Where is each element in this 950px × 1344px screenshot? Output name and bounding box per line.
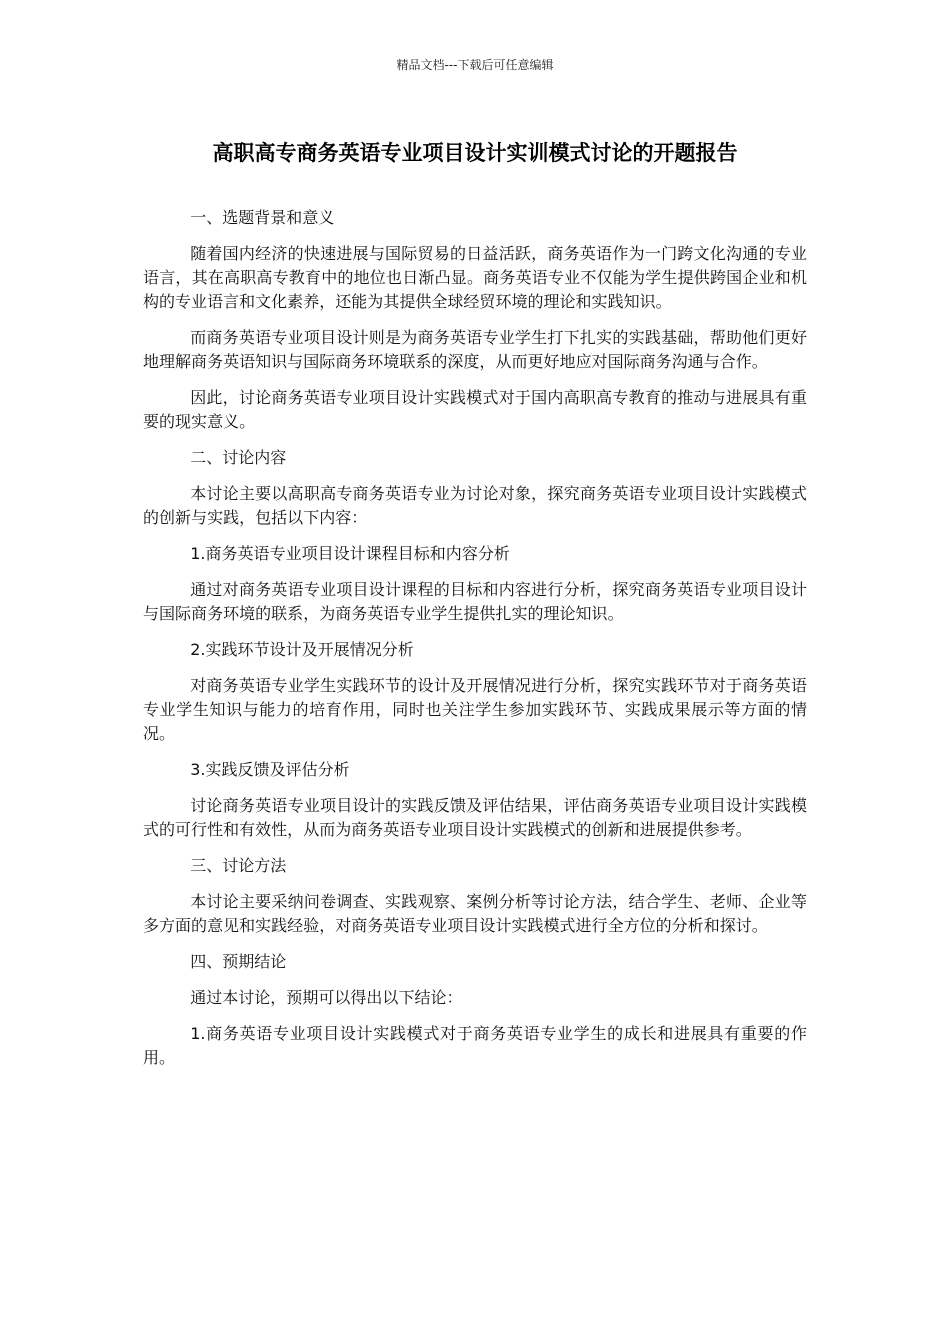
section-heading-conclusion: 四、预期结论 (190, 952, 287, 971)
subheading: 1.商务英语专业项目设计课程目标和内容分析 (190, 544, 510, 563)
page-header: 精品文档---下载后可任意编辑 (396, 58, 554, 72)
document-body (143, 206, 807, 1082)
subheading: 2.实践环节设计及开展情况分析 (190, 640, 414, 659)
paragraph: 本讨论主要采纳问卷调查、实践观察、案例分析等讨论方法，结合学生、老师、企业等多方面的意见和实践经验，对商务英语专业项目设计实践模式进行全方位的分析和探讨。 (143, 892, 807, 935)
paragraph: 对商务英语专业学生实践环节的设计及开展情况进行分析，探究实践环节对于商务英语专业学生知识与能力的培育作用，同时也关注学生参加实践环节、实践成果展示等方面的情况。 (143, 676, 807, 743)
subheading: 3.实践反馈及评估分析 (190, 760, 350, 779)
paragraph: 随着国内经济的快速进展与国际贸易的日益活跃，商务英语作为一门跨文化沟通的专业语言，其在高职高专教育中的地位也日渐凸显。商务英语专业不仅能为学生提供跨国企业和机构的专业语言和文化素养，还能为其提供全球经贸环境的理论和实践知识。 (143, 244, 807, 311)
paragraph: 本讨论主要以高职高专商务英语专业为讨论对象，探究商务英语专业项目设计实践模式的创新与实践，包括以下内容： (143, 484, 807, 527)
paragraph: 通过对商务英语专业项目设计课程的目标和内容进行分析，探究商务英语专业项目设计与国际商务环境的联系，为商务英语专业学生提供扎实的理论知识。 (143, 580, 807, 623)
section-heading-background: 一、选题背景和意义 (190, 208, 335, 227)
document-title: 高职高专商务英语专业项目设计实训模式讨论的开题报告 (212, 141, 738, 165)
section-heading-method: 三、讨论方法 (190, 856, 287, 875)
section-heading-content: 二、讨论内容 (190, 448, 287, 467)
paragraph: 1.商务英语专业项目设计实践模式对于商务英语专业学生的成长和进展具有重要的作用。 (143, 1024, 807, 1067)
paragraph: 通过本讨论，预期可以得出以下结论： (190, 988, 463, 1007)
paragraph: 而商务英语专业项目设计则是为商务英语专业学生打下扎实的实践基础，帮助他们更好地理解商务英语知识与国际商务环境联系的深度，从而更好地应对国际商务沟通与合作。 (143, 328, 807, 371)
paragraph: 讨论商务英语专业项目设计的实践反馈及评估结果，评估商务英语专业项目设计实践模式的可行性和有效性，从而为商务英语专业项目设计实践模式的创新和进展提供参考。 (143, 796, 807, 839)
paragraph: 因此，讨论商务英语专业项目设计实践模式对于国内高职高专教育的推动与进展具有重要的现实意义。 (143, 388, 807, 431)
